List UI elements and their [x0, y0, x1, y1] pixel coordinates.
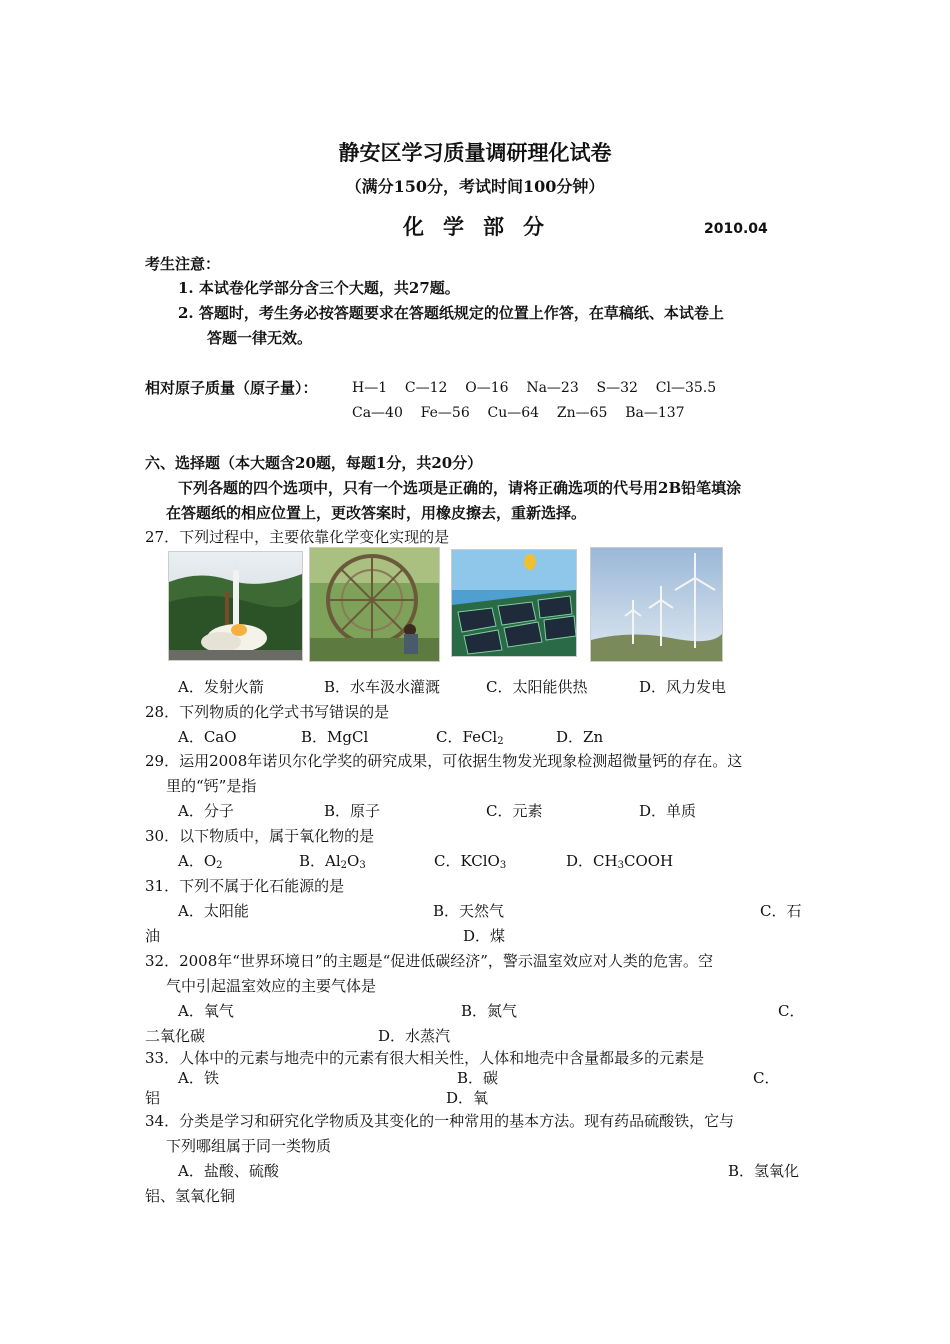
q32-stem-line-2: 气中引起温室效应的主要气体是 — [166, 977, 377, 995]
notice-item-2-line-2: 答题一律无效。 — [207, 329, 313, 347]
q29-stem-line-1: 29．运用2008年诺贝尔化学奖的研究成果，可依据生物发光现象检测超微量钙的存在。这 — [145, 752, 743, 770]
q31-option-b: B．天然气 — [433, 902, 505, 920]
q32-option-c-part-2: 二氧化碳 — [145, 1027, 206, 1045]
q33-option-c-part-2: 铝 — [145, 1089, 161, 1107]
q27-option-d: D．风力发电 — [639, 678, 727, 696]
q28-option-d: D．Zn — [556, 728, 604, 746]
exam-title: 静安区学习质量调研理化试卷 — [338, 141, 612, 165]
q31-option-c-part-1: C．石 — [760, 902, 802, 920]
q27-option-a: A．发射火箭 — [178, 678, 264, 696]
q32-option-b: B．氮气 — [461, 1002, 518, 1020]
q34-option-a: A．盐酸、硫酸 — [178, 1162, 279, 1180]
q29-option-d: D．单质 — [639, 802, 697, 820]
q34-option-b-part-1: B．氢氧化 — [728, 1162, 800, 1180]
q29-stem-line-2: 里的“钙”是指 — [166, 777, 257, 795]
atomic-mass-row-2: Ca—40 Fe—56 Cu—64 Zn—65 Ba—137 — [352, 405, 685, 421]
q33-option-b: B．碳 — [457, 1069, 499, 1087]
q33-option-a: A．铁 — [178, 1069, 219, 1087]
q34-stem-line-1: 34．分类是学习和研究化学物质及其变化的一种常用的基本方法。现有药品硫酸铁，它与 — [145, 1112, 735, 1130]
q31-option-d: D．煤 — [463, 927, 506, 945]
q27-option-b: B．水车汲水灌溉 — [324, 678, 441, 696]
rocket-launch-image — [168, 551, 303, 661]
part6-instruction-line-1: 下列各题的四个选项中，只有一个选项是正确的，请将正确选项的代号用2B铅笔填涂 — [178, 479, 742, 497]
notice-item-1: 1. 本试卷化学部分含三个大题，共27题。 — [178, 279, 460, 297]
q33-option-d: D．氧 — [446, 1089, 489, 1107]
q30-option-c: C．KClO$_3$ — [434, 852, 507, 871]
q34-stem-line-2: 下列哪组属于同一类物质 — [166, 1137, 332, 1155]
solar-heating-image — [451, 549, 577, 657]
q29-option-a: A．分子 — [178, 802, 234, 820]
q27-option-c: C．太阳能供热 — [486, 678, 588, 696]
part6-instruction-line-2: 在答题纸的相应位置上，更改答案时，用橡皮擦去，重新选择。 — [166, 504, 587, 522]
atomic-mass-row-1: H—1 C—12 O—16 Na—23 S—32 Cl—35.5 — [352, 380, 717, 396]
exam-subtitle: （满分150分，考试时间100分钟） — [345, 177, 605, 196]
q28-option-c: C．FeCl$_2$ — [436, 728, 504, 747]
section-title: 化学部分 — [403, 215, 563, 239]
q31-option-a: A．太阳能 — [178, 902, 249, 920]
q31-stem: 31．下列不属于化石能源的是 — [145, 877, 345, 895]
part6-title: 六、选择题（本大题含20题，每题1分，共20分） — [145, 454, 483, 472]
q30-option-d: D．$CH_3COOH$ — [566, 852, 674, 871]
q30-option-a: A．$O_2$ — [178, 852, 223, 871]
waterwheel-image — [309, 547, 440, 662]
atomic-mass-label: 相对原子质量（原子量）： — [145, 379, 318, 397]
wind-turbine-image — [590, 547, 723, 662]
q30-stem: 30．以下物质中，属于氧化物的是 — [145, 827, 375, 845]
q32-option-c-part-1: C． — [778, 1002, 805, 1020]
q28-option-b: B．MgCl — [301, 728, 369, 746]
q33-option-c-part-1: C． — [753, 1069, 780, 1087]
q33-stem: 33．人体中的元素与地壳中的元素有很大相关性，人体和地壳中含量都最多的元素是 — [145, 1049, 705, 1067]
exam-date: 2010.04 — [704, 221, 768, 237]
q29-option-c: C．元素 — [486, 802, 543, 820]
q32-option-a: A．氧气 — [178, 1002, 234, 1020]
notice-label: 考生注意： — [145, 255, 221, 273]
q27-stem: 27．下列过程中，主要依靠化学变化实现的是 — [145, 528, 450, 546]
q34-option-b-part-2: 铝、氢氧化铜 — [145, 1187, 236, 1205]
q32-option-d: D．水蒸汽 — [378, 1027, 451, 1045]
q32-stem-line-1: 32．2008年“世界环境日”的主题是“促进低碳经济”，警示温室效应对人类的危害。空 — [145, 952, 713, 970]
q28-option-a: A．CaO — [178, 728, 237, 746]
notice-item-2-line-1: 2. 答题时，考生务必按答题要求在答题纸规定的位置上作答，在草稿纸、本试卷上 — [178, 304, 724, 322]
q31-option-c-part-2: 油 — [145, 927, 161, 945]
q29-option-b: B．原子 — [324, 802, 381, 820]
q28-stem: 28．下列物质的化学式书写错误的是 — [145, 703, 390, 721]
q30-option-b: B．$Al_2O_3$ — [299, 852, 366, 871]
